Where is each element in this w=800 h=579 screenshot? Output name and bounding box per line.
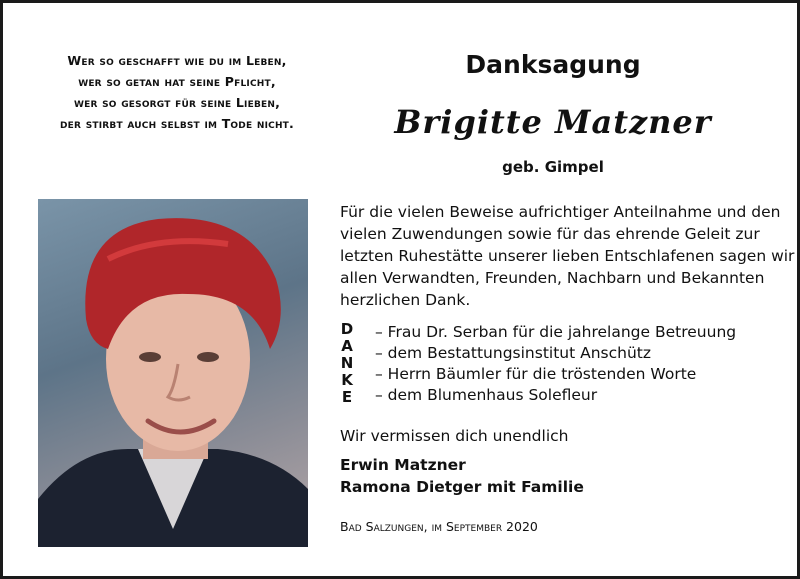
thanks-message: [340, 201, 795, 311]
danke-letter: K: [341, 371, 353, 389]
signer-name: Erwin Matzner: [340, 456, 466, 474]
danke-letter: A: [341, 337, 353, 355]
message-line: allen Verwandten, Freunden, Nachbarn und Bekannten: [340, 269, 765, 287]
list-item: – dem Bestattungsinstitut Anschütz: [375, 344, 651, 362]
danke-letter: D: [340, 320, 354, 338]
poem-line: der stirbt auch selbst im Tode nicht.: [60, 116, 294, 131]
memorial-poem: [27, 50, 327, 134]
eye-right: [197, 352, 219, 362]
danke-acrostic: [340, 321, 354, 406]
portrait-illustration: [38, 199, 308, 547]
portrait-photo: [38, 199, 308, 547]
deceased-name: Brigitte Matzner: [394, 103, 712, 141]
list-item: – Frau Dr. Serban für die jahrelange Betreuung: [375, 323, 737, 341]
danke-letter: N: [340, 354, 354, 372]
maiden-name: geb. Gimpel: [502, 158, 604, 176]
poem-line: Wer so geschafft wie du im Leben,: [67, 53, 287, 68]
list-item: – dem Blumenhaus Solefleur: [375, 386, 598, 404]
poem-line: wer so getan hat seine Pflicht,: [78, 74, 276, 89]
message-line: herzlichen Dank.: [340, 291, 471, 309]
message-line: vielen Zuwendungen sowie für das ehrende Geleit zur: [340, 225, 760, 243]
message-line: Für die vielen Beweise aufrichtiger Anteilnahme und den: [340, 203, 781, 221]
signers: [340, 454, 584, 498]
danke-letter: E: [341, 388, 353, 406]
message-line: letzten Ruhestätte unserer lieben Entschlafenen sagen wir: [340, 247, 795, 265]
list-item: – Herrn Bäumler für die tröstenden Worte: [375, 365, 697, 383]
thanks-list: [375, 322, 775, 406]
eye-left: [139, 352, 161, 362]
poem-line: wer so gesorgt für seine Lieben,: [73, 95, 281, 110]
miss-text: Wir vermissen dich unendlich: [340, 427, 569, 445]
place-date: Bad Salzungen, im September 2020: [340, 519, 538, 534]
signer-name: Ramona Dietger mit Familie: [340, 478, 584, 496]
page-title: Danksagung: [465, 50, 641, 79]
